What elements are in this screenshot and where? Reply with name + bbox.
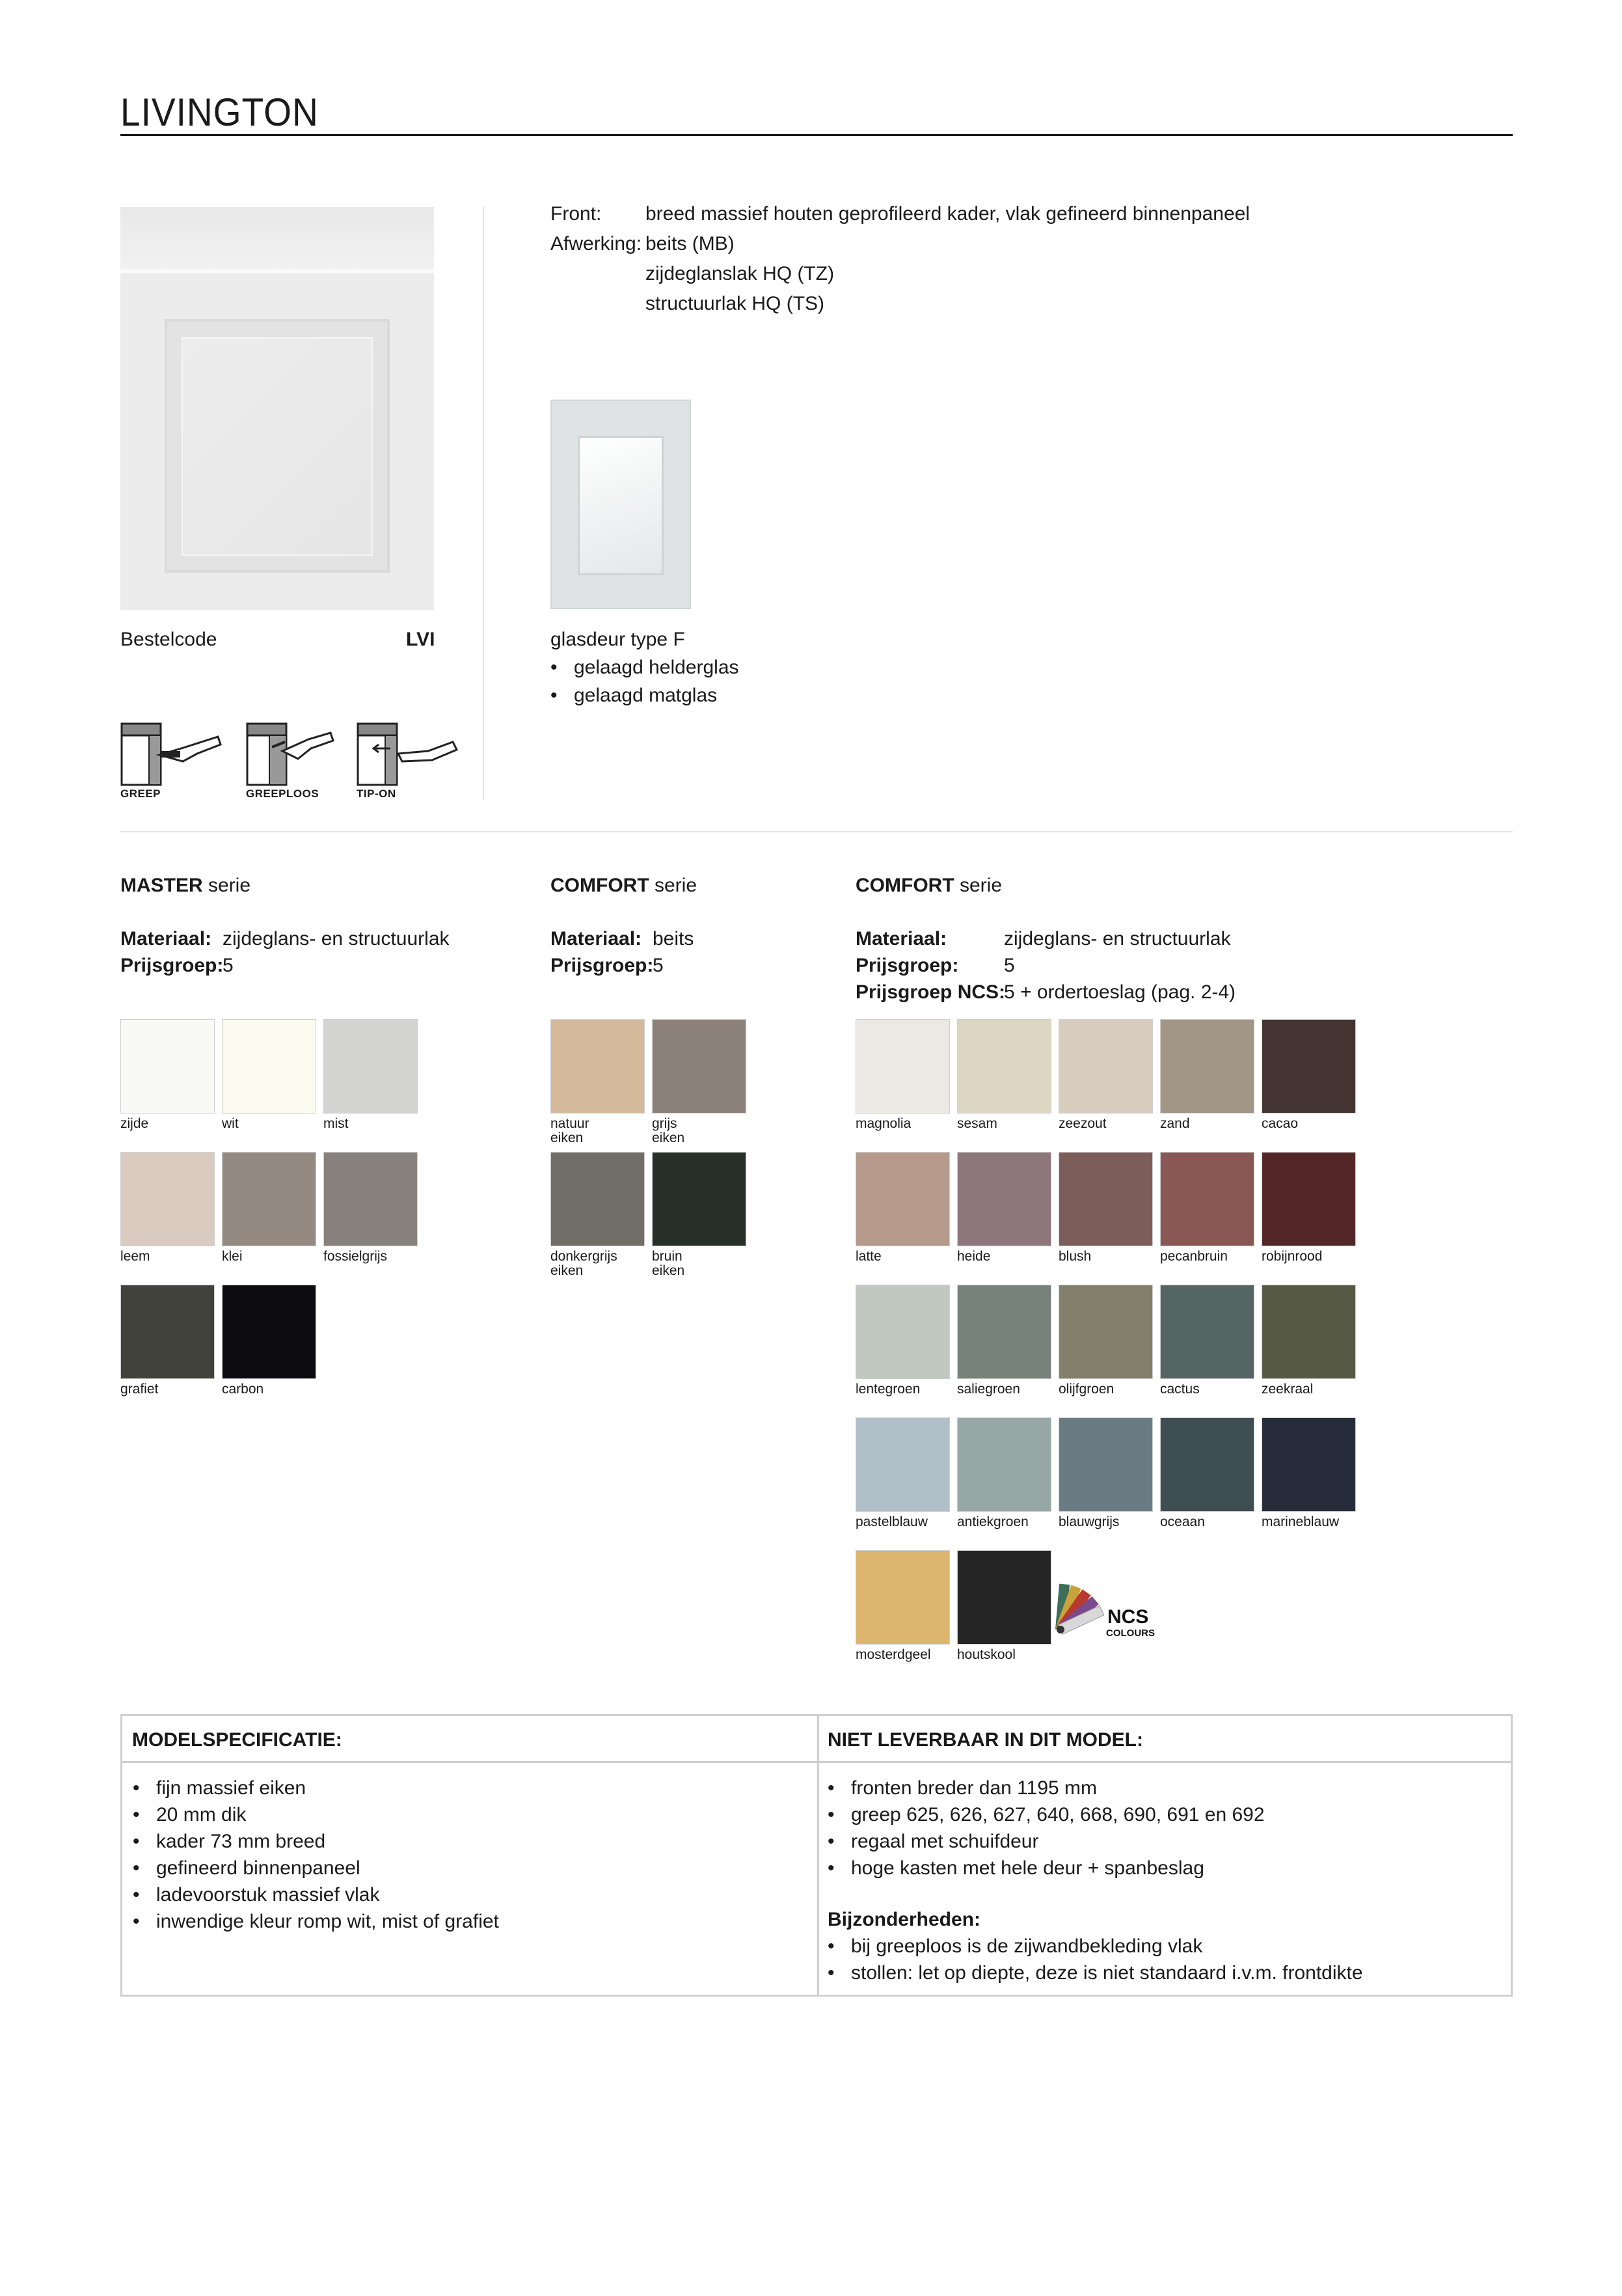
front-value: breed massief houten geprofileerd kader, vlak gefineerd binnenpaneel — [645, 203, 1250, 225]
section-divider — [120, 831, 1513, 832]
prijsgroep-label: Prijsgroep: — [856, 955, 959, 976]
color-swatch — [222, 1019, 316, 1114]
prijsgroep-value: 5 — [223, 955, 234, 976]
color-swatch — [856, 1417, 950, 1512]
materiaal-label: Materiaal: — [856, 928, 947, 950]
color-swatch — [222, 1285, 316, 1379]
swatch-label: saliegroen — [957, 1382, 1020, 1397]
door-image — [120, 207, 434, 610]
bestelcode-label: Bestelcode — [120, 629, 217, 650]
swatch-label: oceaan — [1160, 1514, 1205, 1529]
swatch-label: wit — [222, 1116, 239, 1131]
color-swatch — [120, 1152, 215, 1246]
ncs-colours-text: COLOURS — [1106, 1628, 1155, 1639]
spec-item: • 20 mm dik — [156, 1804, 246, 1826]
door-panel — [165, 319, 390, 573]
swatch-label: olijfgroen — [1059, 1382, 1115, 1397]
color-swatch — [957, 1417, 1051, 1512]
greeploos-icon — [246, 722, 350, 787]
swatch-label: mosterdgeel — [856, 1647, 931, 1662]
greep-icon — [120, 722, 224, 787]
color-swatch — [1059, 1417, 1153, 1512]
tip-on-icon — [357, 722, 461, 787]
swatch-label: latte — [856, 1249, 882, 1264]
swatch-label: lentegroen — [856, 1382, 921, 1397]
color-swatch — [652, 1019, 746, 1114]
swatch-label: blush — [1059, 1249, 1092, 1264]
spec-item: • kader 73 mm breed — [156, 1831, 325, 1853]
glassdoor-image — [550, 400, 691, 609]
comfort-beits-heading — [550, 875, 697, 897]
color-swatch — [1262, 1417, 1356, 1512]
swatch-label: pecanbruin — [1160, 1249, 1228, 1264]
serie-name: COMFORT — [550, 875, 649, 896]
tip-on-label: TIP-ON — [357, 787, 396, 800]
prijsgroep-value: 5 — [653, 955, 664, 976]
color-swatch — [856, 1550, 950, 1645]
swatch-label: sesam — [957, 1116, 997, 1131]
swatch-label: grijs eiken — [652, 1116, 685, 1145]
afwerking-label: Afwerking: — [550, 233, 642, 254]
prijsgroep-ncs-label: Prijsgroep NCS: — [856, 981, 1006, 1003]
materiaal-value: zijdeglans- en structuurlak — [1004, 928, 1231, 950]
swatch-label: klei — [222, 1249, 243, 1264]
prijsgroep-value: 5 — [1004, 955, 1015, 976]
serie-suffix: serie — [202, 875, 251, 896]
niet-leverbaar-item: • hoge kasten met hele deur + spanbeslag — [851, 1857, 1204, 1879]
table-column-divider — [817, 1716, 819, 1995]
prijsgroep-label: Prijsgroep: — [120, 955, 224, 976]
niet-leverbaar-item: • regaal met schuifdeur — [851, 1831, 1039, 1853]
swatch-label: donkergrijs eiken — [550, 1249, 617, 1278]
swatch-label: natuur eiken — [550, 1116, 589, 1145]
spec-item: • inwendige kleur romp wit, mist of grafiet — [156, 1911, 499, 1933]
swatch-label: blauwgrijs — [1059, 1514, 1120, 1529]
color-swatch — [1160, 1152, 1254, 1246]
swatch-label: zijde — [120, 1116, 149, 1131]
materiaal-value: beits — [653, 928, 694, 950]
color-swatch — [1059, 1285, 1153, 1379]
spec-item: • fijn massief eiken — [156, 1777, 306, 1799]
color-swatch — [1262, 1152, 1356, 1246]
afwerking-value-3: structuurlak HQ (TS) — [645, 293, 825, 314]
color-swatch — [120, 1019, 215, 1114]
color-swatch — [957, 1285, 1051, 1379]
niet-leverbaar-item: • fronten breder dan 1195 mm — [851, 1777, 1097, 1799]
swatch-label: heide — [957, 1249, 991, 1264]
glassdoor-title: glasdeur type F — [550, 629, 685, 650]
prijsgroep-label: Prijsgroep: — [550, 955, 654, 976]
greep-label: GREEP — [120, 787, 161, 800]
swatch-label: zand — [1160, 1116, 1190, 1131]
color-swatch — [957, 1550, 1051, 1645]
column-divider — [483, 207, 484, 800]
bijzonderheden-item: • stollen: let op diepte, deze is niet standaard i.v.m. frontdikte — [851, 1962, 1363, 1984]
glass-pane — [578, 436, 664, 575]
swatch-label: magnolia — [856, 1116, 912, 1131]
color-swatch — [120, 1285, 215, 1379]
master-serie-heading — [120, 875, 250, 897]
materiaal-value: zijdeglans- en structuurlak — [223, 928, 450, 950]
color-swatch — [1059, 1019, 1153, 1114]
swatch-label: zeezout — [1059, 1116, 1107, 1131]
swatch-label: leem — [120, 1249, 150, 1264]
niet-leverbaar-header: NIET LEVERBAAR IN DIT MODEL: — [828, 1729, 1143, 1751]
swatch-label: fossielgrijs — [323, 1249, 388, 1264]
swatch-label: bruin eiken — [652, 1249, 685, 1278]
swatch-label: houtskool — [957, 1647, 1016, 1662]
color-swatch — [1262, 1019, 1356, 1114]
bijzonderheden-item: • bij greeploos is de zijwandbekleding vlak — [851, 1935, 1202, 1958]
color-swatch — [856, 1285, 950, 1379]
swatch-label: cactus — [1160, 1382, 1200, 1397]
greeploos-label: GREEPLOOS — [246, 787, 319, 800]
swatch-label: antiekgroen — [957, 1514, 1029, 1529]
color-swatch — [957, 1152, 1051, 1246]
swatch-label: grafiet — [120, 1382, 159, 1397]
materiaal-label: Materiaal: — [120, 928, 212, 950]
glassdoor-item: • gelaagd helderglas — [574, 657, 739, 679]
color-swatch — [1160, 1285, 1254, 1379]
front-label: Front: — [550, 203, 602, 225]
bestelcode-value: LVI — [406, 629, 435, 650]
spec-table — [120, 1714, 1513, 1997]
comfort-lak-heading — [856, 875, 1002, 897]
afwerking-value-1: beits (MB) — [645, 233, 735, 254]
serie-suffix: serie — [649, 875, 697, 896]
title-rule — [120, 134, 1513, 136]
swatch-label: carbon — [222, 1382, 264, 1397]
bijzonderheden-label: Bijzonderheden: — [828, 1909, 981, 1930]
prijsgroep-ncs-value: 5 + ordertoeslag (pag. 2-4) — [1004, 981, 1236, 1003]
color-swatch — [856, 1019, 950, 1114]
color-swatch — [1059, 1152, 1153, 1246]
swatch-label: zeekraal — [1262, 1382, 1314, 1397]
swatch-label: robijnrood — [1262, 1249, 1323, 1264]
ncs-colours-icon — [1054, 1558, 1158, 1649]
serie-suffix: serie — [954, 875, 1002, 896]
swatch-label: mist — [323, 1116, 349, 1131]
spec-item: • ladevoorstuk massief vlak — [156, 1884, 379, 1906]
modelspecificatie-header: MODELSPECIFICATIE: — [132, 1729, 342, 1751]
door-top-rail — [120, 207, 434, 273]
serie-name: MASTER — [120, 875, 203, 896]
door-inner-panel — [182, 337, 373, 556]
page-title: LIVINGTON — [120, 90, 319, 134]
ncs-text: NCS — [1107, 1606, 1149, 1628]
swatch-label: cacao — [1262, 1116, 1299, 1131]
color-swatch — [957, 1019, 1051, 1114]
serie-name: COMFORT — [856, 875, 954, 896]
color-swatch — [222, 1152, 316, 1246]
niet-leverbaar-item: • greep 625, 626, 627, 640, 668, 690, 691 en 692 — [851, 1804, 1265, 1826]
color-swatch — [323, 1019, 418, 1114]
color-swatch — [1262, 1285, 1356, 1379]
color-swatch — [1160, 1417, 1254, 1512]
spec-item: • gefineerd binnenpaneel — [156, 1857, 360, 1879]
afwerking-value-2: zijdeglanslak HQ (TZ) — [645, 263, 835, 284]
color-swatch — [856, 1152, 950, 1246]
color-swatch — [550, 1152, 645, 1246]
glassdoor-item: • gelaagd matglas — [574, 685, 717, 707]
color-swatch — [1160, 1019, 1254, 1114]
color-swatch — [323, 1152, 418, 1246]
color-swatch — [550, 1019, 645, 1114]
materiaal-label: Materiaal: — [550, 928, 642, 950]
swatch-label: marineblauw — [1262, 1514, 1340, 1529]
swatch-label: pastelblauw — [856, 1514, 928, 1529]
color-swatch — [652, 1152, 746, 1246]
